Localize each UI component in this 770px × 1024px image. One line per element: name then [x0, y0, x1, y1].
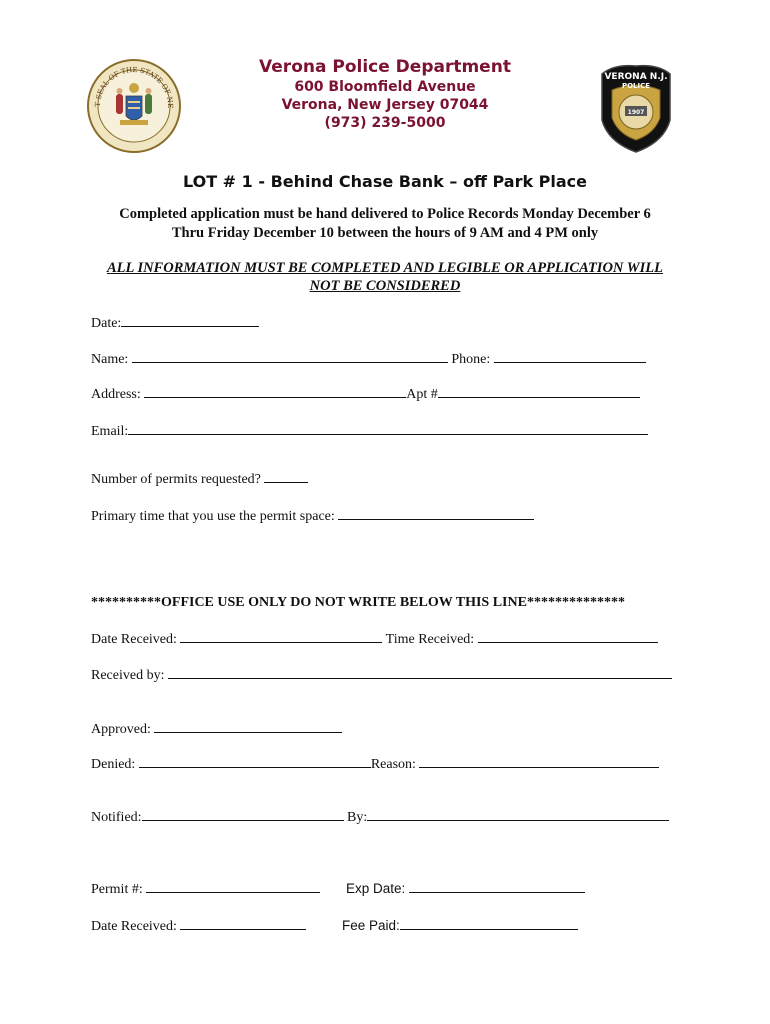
name-label: Name:	[91, 352, 129, 367]
fee-paid-label: Fee Paid:	[342, 918, 400, 933]
date-received-2-blank[interactable]	[180, 917, 306, 930]
department-city: Verona, New Jersey 07044	[281, 97, 489, 113]
exp-date-label: Exp Date:	[346, 881, 406, 896]
email-blank[interactable]	[128, 422, 648, 435]
badge-lettering: VERONA N.J.	[604, 72, 668, 82]
date-label: Date:	[91, 316, 122, 331]
approved-blank[interactable]	[154, 720, 342, 733]
address-field[interactable]	[91, 385, 640, 403]
date-blank[interactable]	[121, 314, 259, 327]
seal-lettering: T SEAL OF THE STATE OF NE	[93, 65, 175, 109]
exp-date-field[interactable]	[346, 880, 585, 896]
police-badge-icon	[594, 60, 678, 156]
approved-field[interactable]	[91, 720, 342, 738]
instructions-line-1: Completed application must be hand delivered to Police Records Monday December 6	[119, 206, 651, 222]
permits-requested-blank[interactable]	[264, 470, 308, 483]
permit-number-field[interactable]	[91, 880, 320, 898]
instructions-line-2: Thru Friday December 10 between the hours of 9 AM and 4 PM only	[171, 225, 599, 241]
divider-stars-right: **************	[526, 595, 625, 610]
warning-line-2: NOT BE CONSIDERED	[309, 278, 461, 294]
nj-state-seal-icon	[86, 58, 182, 154]
received-by-blank[interactable]	[168, 666, 672, 679]
svg-text:POLICE: POLICE	[621, 82, 651, 90]
notified-field[interactable]	[91, 808, 669, 826]
department-address: 600 Bloomfield Avenue	[294, 79, 476, 95]
approved-label: Approved:	[91, 722, 151, 737]
address-label: Address:	[91, 387, 141, 402]
date-received-field[interactable]	[91, 630, 658, 648]
notified-blank[interactable]	[142, 808, 344, 821]
exp-date-blank[interactable]	[409, 880, 585, 893]
email-field[interactable]	[91, 422, 648, 440]
received-by-label: Received by:	[91, 668, 165, 683]
denied-blank[interactable]	[139, 755, 371, 768]
date-received-label: Date Received:	[91, 632, 177, 647]
primary-time-field[interactable]	[91, 507, 534, 525]
page-title: LOT # 1 - Behind Chase Bank – off Park Place	[182, 172, 588, 191]
svg-text:1907: 1907	[627, 109, 645, 116]
permit-number-blank[interactable]	[146, 880, 320, 893]
permits-requested-label: Number of permits requested?	[91, 472, 261, 487]
time-received-blank[interactable]	[478, 630, 658, 643]
denied-field[interactable]	[91, 755, 659, 773]
date-field[interactable]	[91, 314, 259, 332]
date-received-2-label: Date Received:	[91, 919, 177, 934]
department-name: Verona Police Department	[259, 57, 511, 77]
warning-line-1: ALL INFORMATION MUST BE COMPLETED AND LEGIBLE OR APPLICATION WILL	[106, 260, 664, 276]
reason-blank[interactable]	[419, 755, 659, 768]
reason-label: Reason:	[370, 757, 416, 772]
address-blank[interactable]	[144, 385, 406, 398]
time-received-label: Time Received:	[385, 632, 475, 647]
primary-time-blank[interactable]	[338, 507, 534, 520]
date-received-blank[interactable]	[180, 630, 382, 643]
primary-time-label: Primary time that you use the permit space:	[91, 509, 335, 524]
apt-label: Apt #	[406, 387, 438, 402]
permit-number-label: Permit #:	[91, 882, 143, 897]
phone-label: Phone:	[451, 352, 491, 367]
divider-stars-left: **********	[91, 595, 161, 610]
notified-label: Notified:	[91, 810, 142, 825]
date-received-2-field[interactable]	[91, 917, 306, 935]
email-label: Email:	[91, 424, 129, 439]
phone-blank[interactable]	[494, 350, 646, 363]
denied-label: Denied:	[91, 757, 136, 772]
by-blank[interactable]	[367, 808, 669, 821]
name-field[interactable]	[91, 350, 646, 368]
by-label: By:	[347, 810, 368, 825]
office-use-heading: OFFICE USE ONLY DO NOT WRITE BELOW THIS LINE	[161, 595, 527, 610]
permits-requested-field[interactable]	[91, 470, 308, 488]
department-phone: (973) 239-5000	[324, 115, 446, 131]
name-blank[interactable]	[132, 350, 448, 363]
office-use-divider	[91, 595, 625, 611]
received-by-field[interactable]	[91, 666, 672, 684]
fee-paid-field[interactable]	[342, 917, 578, 933]
apt-blank[interactable]	[438, 385, 640, 398]
fee-paid-blank[interactable]	[400, 917, 578, 930]
